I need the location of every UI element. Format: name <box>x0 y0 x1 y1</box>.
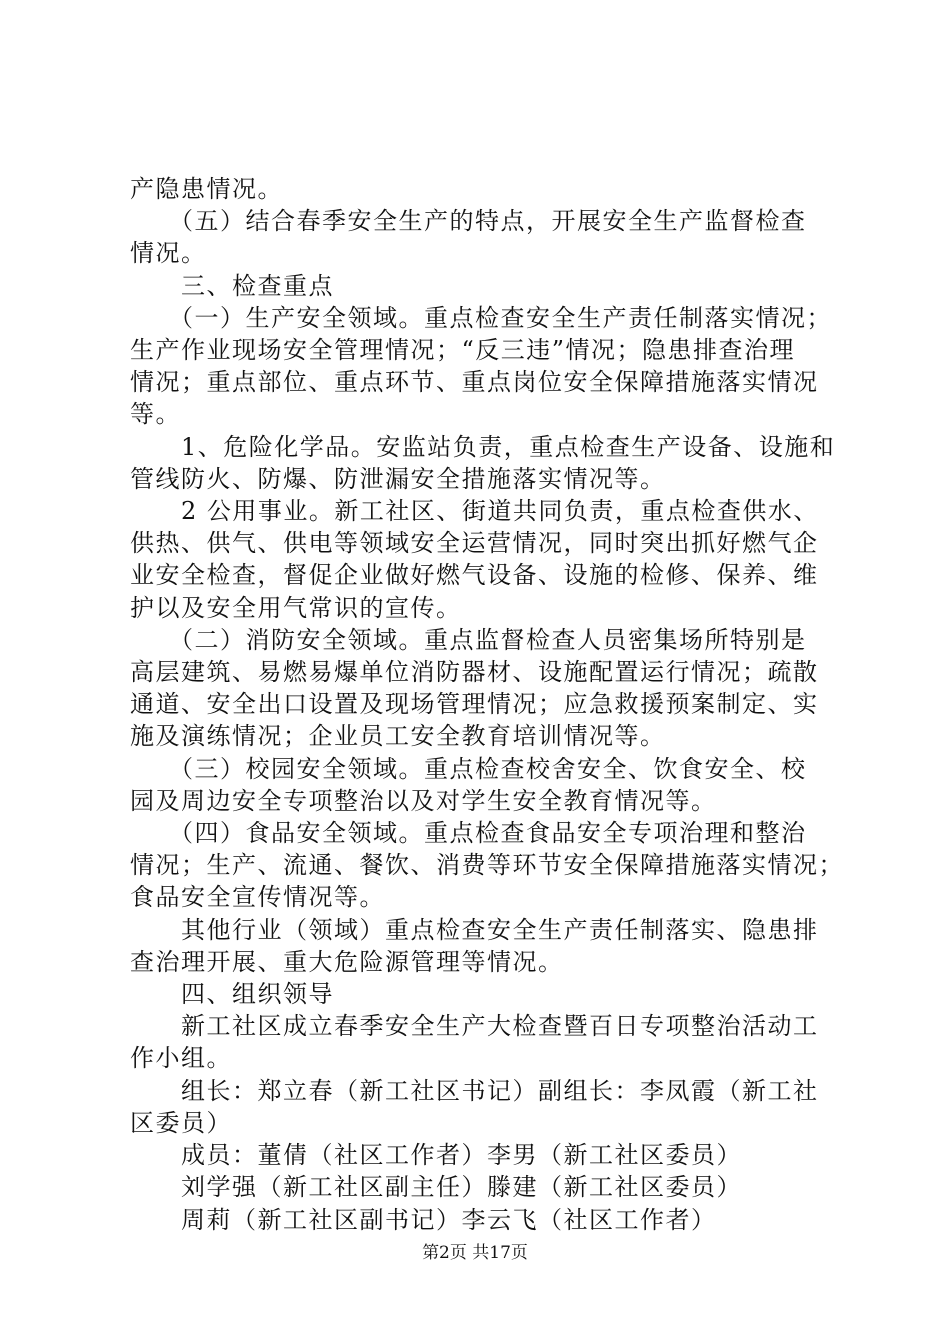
text-line: 作小组。 <box>130 1044 232 1073</box>
text-line: 周莉（新工社区副书记）李云飞（社区工作者） <box>130 1205 717 1234</box>
text-line: 刘学强（新工社区副主任）滕建（新工社区委员） <box>130 1173 742 1202</box>
document-body <box>130 173 842 1236</box>
text-line: （二）消防安全领域。重点监督检查人员密集场所特别是 <box>130 625 807 654</box>
text-line: 供热、供气、供电等领域安全运营情况，同时突出抓好燃气企 <box>130 529 819 558</box>
text-line: 食品安全宣传情况等。 <box>130 883 385 912</box>
text-line: （三）校园安全领域。重点检查校舍安全、饮食安全、校 <box>130 754 807 783</box>
text-line: （一）生产安全领域。重点检查安全生产责任制落实情况； <box>130 303 832 332</box>
text-line: 管线防火、防爆、防泄漏安全措施落实情况等。 <box>130 464 666 493</box>
text-line: 高层建筑、易燃易爆单位消防器材、设施配置运行情况；疏散 <box>130 658 819 687</box>
text-line: 情况；重点部位、重点环节、重点岗位安全保障措施落实情况 <box>130 368 819 397</box>
text-line: 2 公用事业。新工社区、街道共同负责，重点检查供水、 <box>130 497 819 526</box>
text-line: （四）食品安全领域。重点检查食品安全专项治理和整治 <box>130 819 807 848</box>
page-number-footer: 第2页 共17页 <box>422 1243 528 1263</box>
text-line: 情况；生产、流通、餐饮、消费等环节安全保障措施落实情况； <box>130 851 844 880</box>
text-line: 等。 <box>130 400 181 429</box>
text-line: 组长：郑立春（新工社区书记）副组长：李凤霞（新工社 <box>130 1076 819 1105</box>
text-line: 三、检查重点 <box>130 271 334 300</box>
text-line: 其他行业（领域）重点检查安全生产责任制落实、隐患排 <box>130 915 819 944</box>
text-line: 查治理开展、重大危险源管理等情况。 <box>130 947 564 976</box>
text-line: 产隐患情况。 <box>130 175 283 203</box>
text-line: 四、组织领导 <box>130 980 334 1009</box>
text-line: 情况。 <box>130 239 207 268</box>
text-line: 新工社区成立春季安全生产大检查暨百日专项整治活动工 <box>130 1012 819 1041</box>
document-text <box>130 173 842 1236</box>
text-line: 生产作业现场安全管理情况；“反三违”情况；隐患排查治理 <box>130 336 796 365</box>
text-line: 区委员） <box>130 1108 232 1137</box>
text-line: 通道、安全出口设置及现场管理情况；应急救援预案制定、实 <box>130 690 819 719</box>
text-line: 业安全检查，督促企业做好燃气设备、设施的检修、保养、维 <box>130 561 819 590</box>
text-line: 园及周边安全专项整治以及对学生安全教育情况等。 <box>130 786 717 815</box>
text-line: 护以及安全用气常识的宣传。 <box>130 593 462 622</box>
text-line: （五）结合春季安全生产的特点，开展安全生产监督检查 <box>130 207 807 236</box>
text-line: 成员：董倩（社区工作者）李男（新工社区委员） <box>130 1141 742 1170</box>
text-line: 施及演练情况；企业员工安全教育培训情况等。 <box>130 722 666 751</box>
text-line: 1、危险化学品。安监站负责，重点检查生产设备、设施和 <box>130 432 836 461</box>
